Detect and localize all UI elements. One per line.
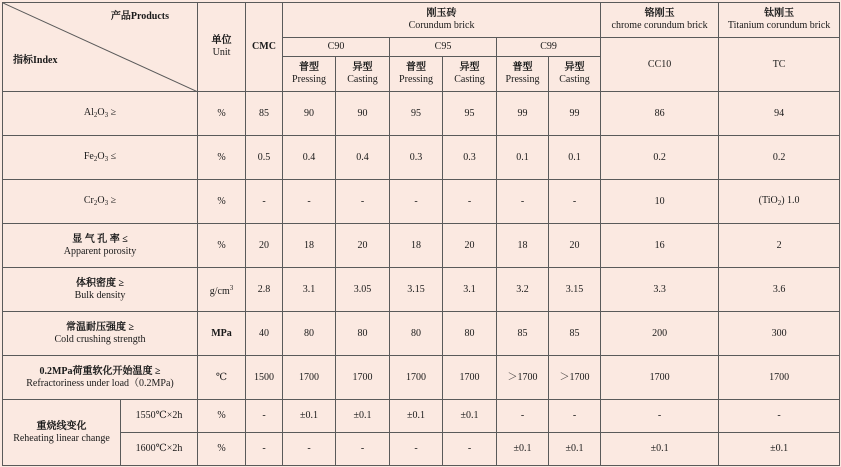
value-cell: 300 xyxy=(719,312,840,356)
corundum-brick-header xyxy=(283,3,601,38)
reheating-condition-1600: 1600℃×2h xyxy=(121,433,198,466)
row-label-fe2o3: $Fe_2O_3$ ≤ xyxy=(3,136,198,180)
value-cell: 1700 xyxy=(719,356,840,400)
unit-header-en: Unit xyxy=(212,47,231,58)
chrome-header-en: chrome corundum brick xyxy=(611,20,708,31)
properties-table xyxy=(2,2,840,466)
value-cell: - xyxy=(390,433,443,466)
unit-cell: % xyxy=(198,400,246,433)
value-cell: - xyxy=(549,180,601,224)
value-cell: 99 xyxy=(549,92,601,136)
type-header-pressing: 普型 Pressing xyxy=(497,57,549,92)
value-cell: 3.3 xyxy=(601,268,719,312)
value-cell: 0.5 xyxy=(246,136,283,180)
unit-cell: % xyxy=(198,136,246,180)
grade-header-c90: C90 xyxy=(283,38,390,57)
value-cell: 0.4 xyxy=(283,136,336,180)
value-cell: - xyxy=(283,433,336,466)
row-label-apparent-porosity: 显 气 孔 率 ≤ Apparent porosity xyxy=(3,224,198,268)
table-row xyxy=(3,136,840,180)
value-cell: 3.1 xyxy=(283,268,336,312)
row-label-bulk-density: 体积密度 ≥ Bulk density xyxy=(3,268,198,312)
value-cell: 3.6 xyxy=(719,268,840,312)
value-cell: 0.1 xyxy=(549,136,601,180)
value-cell: - xyxy=(336,180,390,224)
value-cell: ＞1700 xyxy=(497,356,549,400)
value-cell: ＞1700 xyxy=(549,356,601,400)
chrome-corundum-header xyxy=(601,3,719,38)
unit-cell: $g/cm^3$ xyxy=(198,268,246,312)
cmc-header: CMC xyxy=(246,3,283,92)
table-row xyxy=(3,224,840,268)
value-cell: 80 xyxy=(443,312,497,356)
value-cell: - xyxy=(390,180,443,224)
row-label-reheating: 重烧线变化 Reheating linear change xyxy=(3,400,121,466)
value-cell: - xyxy=(497,180,549,224)
value-cell: 1700 xyxy=(283,356,336,400)
table-row xyxy=(3,356,840,400)
type-header-casting: 异型 Casting xyxy=(549,57,601,92)
unit-cell: ℃ xyxy=(198,356,246,400)
value-cell: 20 xyxy=(549,224,601,268)
value-cell: 16 xyxy=(601,224,719,268)
value-cell: 0.2 xyxy=(719,136,840,180)
row-label-al2o3: $Al_2O_3$ ≥ xyxy=(3,92,198,136)
value-cell: 1700 xyxy=(601,356,719,400)
value-cell: 3.05 xyxy=(336,268,390,312)
value-cell: 2 xyxy=(719,224,840,268)
type-header-casting: 异型 Casting xyxy=(336,57,390,92)
value-cell: - xyxy=(246,400,283,433)
value-cell: 80 xyxy=(336,312,390,356)
unit-cell: MPa xyxy=(198,312,246,356)
value-cell: 90 xyxy=(283,92,336,136)
reheating-condition-1550: 1550℃×2h xyxy=(121,400,198,433)
value-cell: ±0.1 xyxy=(497,433,549,466)
value-cell: 3.1 xyxy=(443,268,497,312)
titanium-corundum-header xyxy=(719,3,840,38)
tc-header: TC xyxy=(719,38,840,92)
table-row xyxy=(3,312,840,356)
row-label-refractoriness: 0.2MPa荷重软化开始温度 ≥ Refractoriness under load（0.2MPa) xyxy=(3,356,198,400)
table-row xyxy=(3,180,840,224)
table-row xyxy=(3,433,840,466)
value-cell: 86 xyxy=(601,92,719,136)
value-cell: - xyxy=(549,400,601,433)
value-cell: 85 xyxy=(549,312,601,356)
value-cell: 18 xyxy=(283,224,336,268)
value-cell: 80 xyxy=(390,312,443,356)
value-cell: 18 xyxy=(390,224,443,268)
value-cell: 0.1 xyxy=(497,136,549,180)
value-cell: 1500 xyxy=(246,356,283,400)
value-cell: - xyxy=(443,433,497,466)
value-cell: (TiO$_2$) 1.0 xyxy=(719,180,840,224)
corundum-header-en: Corundum brick xyxy=(408,20,475,31)
unit-header xyxy=(198,3,246,92)
value-cell: 1700 xyxy=(443,356,497,400)
unit-cell: % xyxy=(198,92,246,136)
value-cell: 3.15 xyxy=(549,268,601,312)
value-cell: 0.3 xyxy=(390,136,443,180)
value-cell: 0.2 xyxy=(601,136,719,180)
value-cell: 85 xyxy=(497,312,549,356)
value-cell: 200 xyxy=(601,312,719,356)
type-header-casting: 异型 Casting xyxy=(443,57,497,92)
value-cell: 20 xyxy=(246,224,283,268)
value-cell: 94 xyxy=(719,92,840,136)
value-cell: ±0.1 xyxy=(719,433,840,466)
row-label-cold-crushing-strength: 常温耐压强度 ≥ Cold crushing strength xyxy=(3,312,198,356)
value-cell: - xyxy=(443,180,497,224)
unit-cell: % xyxy=(198,180,246,224)
value-cell: ±0.1 xyxy=(390,400,443,433)
corundum-header-zh: 刚玉砖 xyxy=(426,8,457,19)
titanium-header-en: Titanium corundum brick xyxy=(727,20,831,31)
value-cell: 99 xyxy=(497,92,549,136)
value-cell: ±0.1 xyxy=(601,433,719,466)
value-cell: 90 xyxy=(336,92,390,136)
type-header-pressing: 普型 Pressing xyxy=(390,57,443,92)
value-cell: 95 xyxy=(390,92,443,136)
unit-header-zh: 单位 xyxy=(211,35,232,46)
value-cell: 1700 xyxy=(336,356,390,400)
table-row xyxy=(3,400,840,433)
titanium-header-zh: 钛刚玉 xyxy=(764,8,795,19)
cc10-header: CC10 xyxy=(601,38,719,92)
value-cell: - xyxy=(246,180,283,224)
value-cell: ±0.1 xyxy=(443,400,497,433)
value-cell: ±0.1 xyxy=(549,433,601,466)
grade-header-c95: C95 xyxy=(390,38,497,57)
value-cell: 18 xyxy=(497,224,549,268)
row-label-cr2o3: $Cr_2O_3$ ≥ xyxy=(3,180,198,224)
value-cell: 80 xyxy=(283,312,336,356)
value-cell: 20 xyxy=(336,224,390,268)
unit-cell: % xyxy=(198,224,246,268)
products-corner-label: 产品Products xyxy=(110,11,169,22)
grade-header-c99: C99 xyxy=(497,38,601,57)
corner-header-cell xyxy=(3,3,198,92)
unit-cell: % xyxy=(198,433,246,466)
value-cell: 10 xyxy=(601,180,719,224)
value-cell: - xyxy=(283,180,336,224)
value-cell: 40 xyxy=(246,312,283,356)
value-cell: 95 xyxy=(443,92,497,136)
value-cell: - xyxy=(336,433,390,466)
chrome-header-zh: 铬刚玉 xyxy=(644,8,675,19)
index-corner-label: 指标Index xyxy=(13,55,58,66)
value-cell: 1700 xyxy=(390,356,443,400)
table-row xyxy=(3,268,840,312)
value-cell: - xyxy=(497,400,549,433)
value-cell: ±0.1 xyxy=(283,400,336,433)
value-cell: - xyxy=(719,400,840,433)
type-header-pressing: 普型 Pressing xyxy=(283,57,336,92)
value-cell: 20 xyxy=(443,224,497,268)
value-cell: 85 xyxy=(246,92,283,136)
value-cell: 2.8 xyxy=(246,268,283,312)
value-cell: 0.4 xyxy=(336,136,390,180)
value-cell: - xyxy=(601,400,719,433)
table-row xyxy=(3,92,840,136)
value-cell: 3.15 xyxy=(390,268,443,312)
value-cell: ±0.1 xyxy=(336,400,390,433)
value-cell: 0.3 xyxy=(443,136,497,180)
value-cell: 3.2 xyxy=(497,268,549,312)
value-cell: - xyxy=(246,433,283,466)
